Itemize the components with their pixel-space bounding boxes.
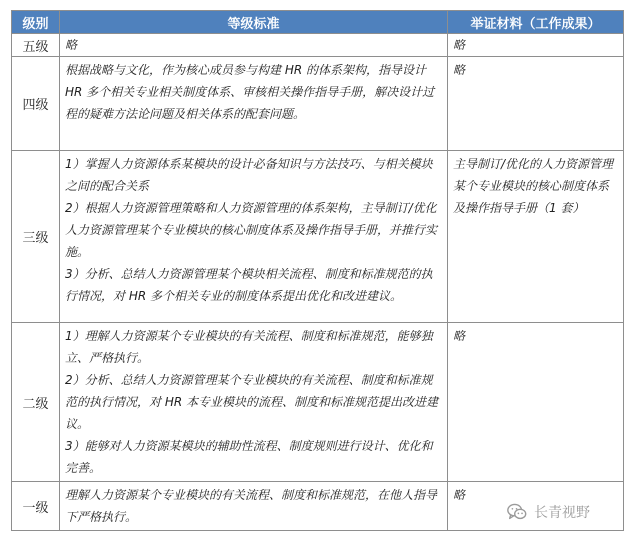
- standard-text: 1）理解人力资源某个专业模块的有关流程、制度和标准规范，能够独立、严格执行。: [65, 329, 433, 365]
- standard-cell: [60, 482, 448, 531]
- evidence-cell: 主导制订/优化的人力资源管理某个专业模块的核心制度体系及操作指导手册（1 套）: [448, 151, 624, 323]
- standard-text: 3）分析、总结人力资源管理某个模块相关流程、制度和标准规范的执行情况，对 HR 多个相关专业的制度体系提出优化和改进建议。: [65, 267, 433, 303]
- header-level: 级别: [12, 11, 60, 34]
- table-row: [12, 323, 624, 482]
- evidence-cell: 略: [448, 57, 624, 151]
- level-cell: 四级: [12, 57, 60, 151]
- standard-text: 3）能够对人力资源某模块的辅助性流程、制度规则进行设计、优化和完善。: [65, 439, 433, 475]
- evidence-cell: 略: [448, 482, 624, 531]
- standard-cell: [60, 151, 448, 323]
- table-row: [12, 34, 624, 57]
- standard-text: 根据战略与文化，作为核心成员参与构建 HR 的体系架构，指导设计 HR 多个相关专业相关制度体系、审核相关操作指导手册，解决设计过程的疑难方法论问题及相关体系的配套问题。: [65, 63, 435, 121]
- evidence-cell: 略: [448, 323, 624, 482]
- table-row: [12, 57, 624, 151]
- evidence-cell: 略: [448, 34, 624, 57]
- table-container: [11, 10, 623, 531]
- standard-text: 略: [65, 38, 78, 52]
- level-cell: 三级: [12, 151, 60, 323]
- table-header-row: [12, 11, 624, 34]
- standard-cell: [60, 57, 448, 151]
- standard-text: 2）分析、总结人力资源管理某个专业模块的有关流程、制度和标准规范的执行情况，对 HR 本专业模块的流程、制度和标准规范提出改进建议。: [65, 373, 438, 431]
- header-evidence: 举证材料（工作成果）: [448, 11, 624, 34]
- standard-text: 1）掌握人力资源体系某模块的设计必备知识与方法技巧、与相关模块之间的配合关系: [65, 157, 433, 193]
- standard-cell: [60, 34, 448, 57]
- table-row: [12, 151, 624, 323]
- watermark-text: 长青视野: [534, 505, 590, 521]
- watermark: [506, 500, 590, 524]
- level-cell: 一级: [12, 482, 60, 531]
- standard-text: 理解人力资源某个专业模块的有关流程、制度和标准规范，在他人指导下严格执行。: [65, 488, 438, 524]
- header-standard: 等级标准: [60, 11, 448, 34]
- standard-text: 2）根据人力资源管理策略和人力资源管理的体系架构，主导制订/优化人力资源管理某个专业模块的核心制度体系及操作指导手册，并推行实施。: [65, 201, 438, 259]
- grade-standard-table: [11, 10, 624, 531]
- wechat-icon: [506, 501, 528, 523]
- standard-cell: [60, 323, 448, 482]
- level-cell: 二级: [12, 323, 60, 482]
- level-cell: 五级: [12, 34, 60, 57]
